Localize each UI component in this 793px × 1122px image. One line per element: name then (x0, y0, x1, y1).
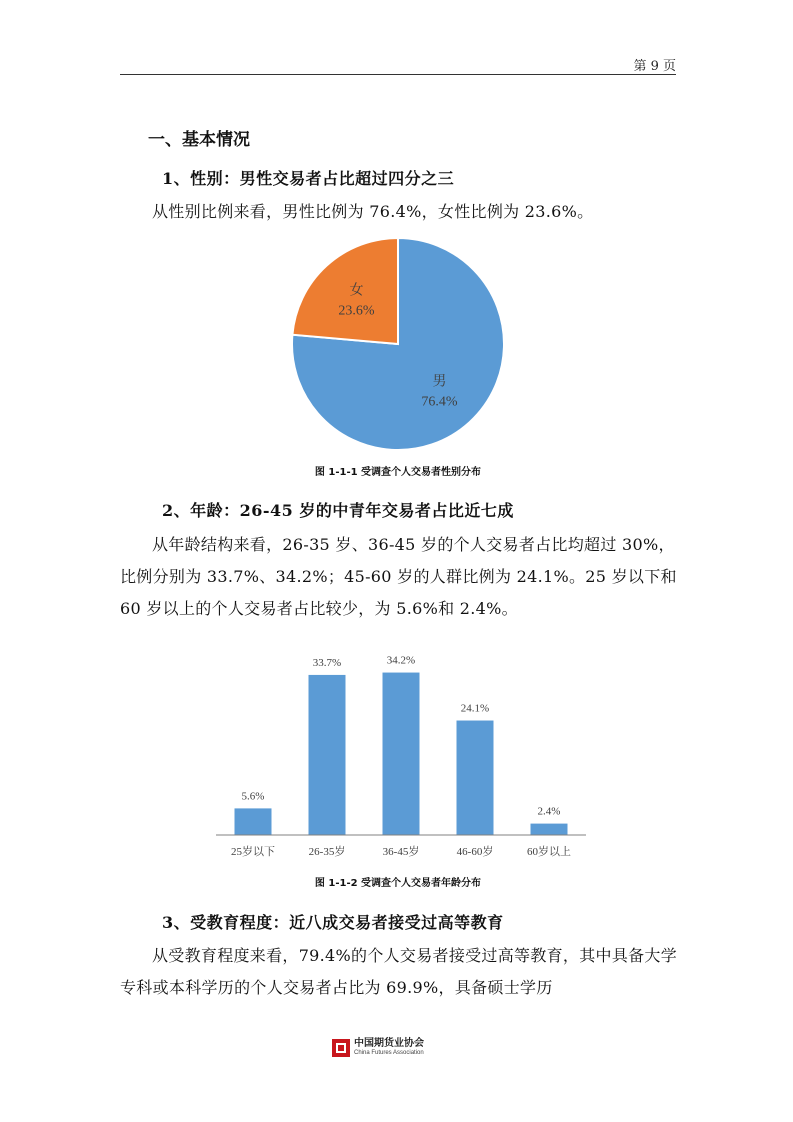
header-rule (120, 74, 676, 75)
gender-paragraph (120, 196, 680, 228)
education-heading: 3、受教育程度：近八成交易者接受过高等教育 (162, 913, 504, 932)
education-paragraph (120, 940, 680, 1004)
age-bar (457, 721, 494, 835)
logo-english-name: China Futures Association (354, 1050, 424, 1056)
age-bar (309, 675, 346, 835)
bar-value-label: 5.6% (241, 790, 265, 803)
pie-value-label: 76.4% (421, 394, 458, 410)
page-number: 第 9 页 (633, 59, 676, 74)
gender-heading: 1、性别：男性交易者占比超过四分之三 (162, 169, 455, 188)
logo-chinese-name: 中国期货业协会 (354, 1038, 424, 1049)
age-bar (235, 808, 272, 835)
bar-category-label: 46-60岁 (456, 846, 494, 858)
age-chart-caption: 图 1-1-2 受调查个人交易者年龄分布 (314, 878, 482, 889)
gender-pie-chart (280, 232, 520, 452)
age-bar (383, 673, 420, 835)
section-title: 一、基本情况 (148, 130, 250, 150)
bar-value-label: 33.7% (312, 656, 342, 669)
bar-value-label: 24.1% (460, 702, 490, 715)
gender-chart-caption: 图 1-1-1 受调查个人交易者性别分布 (314, 467, 482, 478)
pie-value-label: 23.6% (338, 303, 375, 319)
association-logo-icon (332, 1039, 350, 1057)
pie-category-label: 女 (349, 283, 364, 299)
association-logo (332, 1038, 424, 1057)
bar-category-label: 25岁以下 (231, 846, 275, 858)
bar-value-label: 2.4% (537, 805, 561, 818)
age-bar (531, 824, 568, 835)
age-paragraph-text: 从年龄结构来看，26-35 岁、36-45 岁的个人交易者占比均超过 30%，比例分别为 33.7%、34.2%；45-60 岁的人群比例为 24.1%。25 岁以下和 60 岁以上的个人交易者占比较少，为 5.6%和 2.4%。 (120, 535, 677, 618)
association-logo-text (354, 1038, 424, 1057)
age-paragraph (120, 529, 680, 625)
pie-category-label: 男 (432, 374, 447, 390)
age-heading: 2、年龄：26-45 岁的中青年交易者占比近七成 (162, 501, 514, 520)
bar-category-label: 26-35岁 (308, 846, 346, 858)
pie-slice-female (292, 238, 398, 344)
education-paragraph-text: 从受教育程度来看，79.4%的个人交易者接受过高等教育，其中具备大学专科或本科学历的个人交易者占比为 69.9%，具备硕士学历 (120, 946, 678, 997)
bar-category-label: 60岁以上 (527, 846, 571, 858)
bar-value-label: 34.2% (386, 654, 416, 667)
gender-paragraph-text: 从性别比例来看，男性比例为 76.4%，女性比例为 23.6%。 (152, 202, 594, 221)
age-bar-chart (212, 645, 592, 865)
bar-category-label: 36-45岁 (382, 846, 420, 858)
